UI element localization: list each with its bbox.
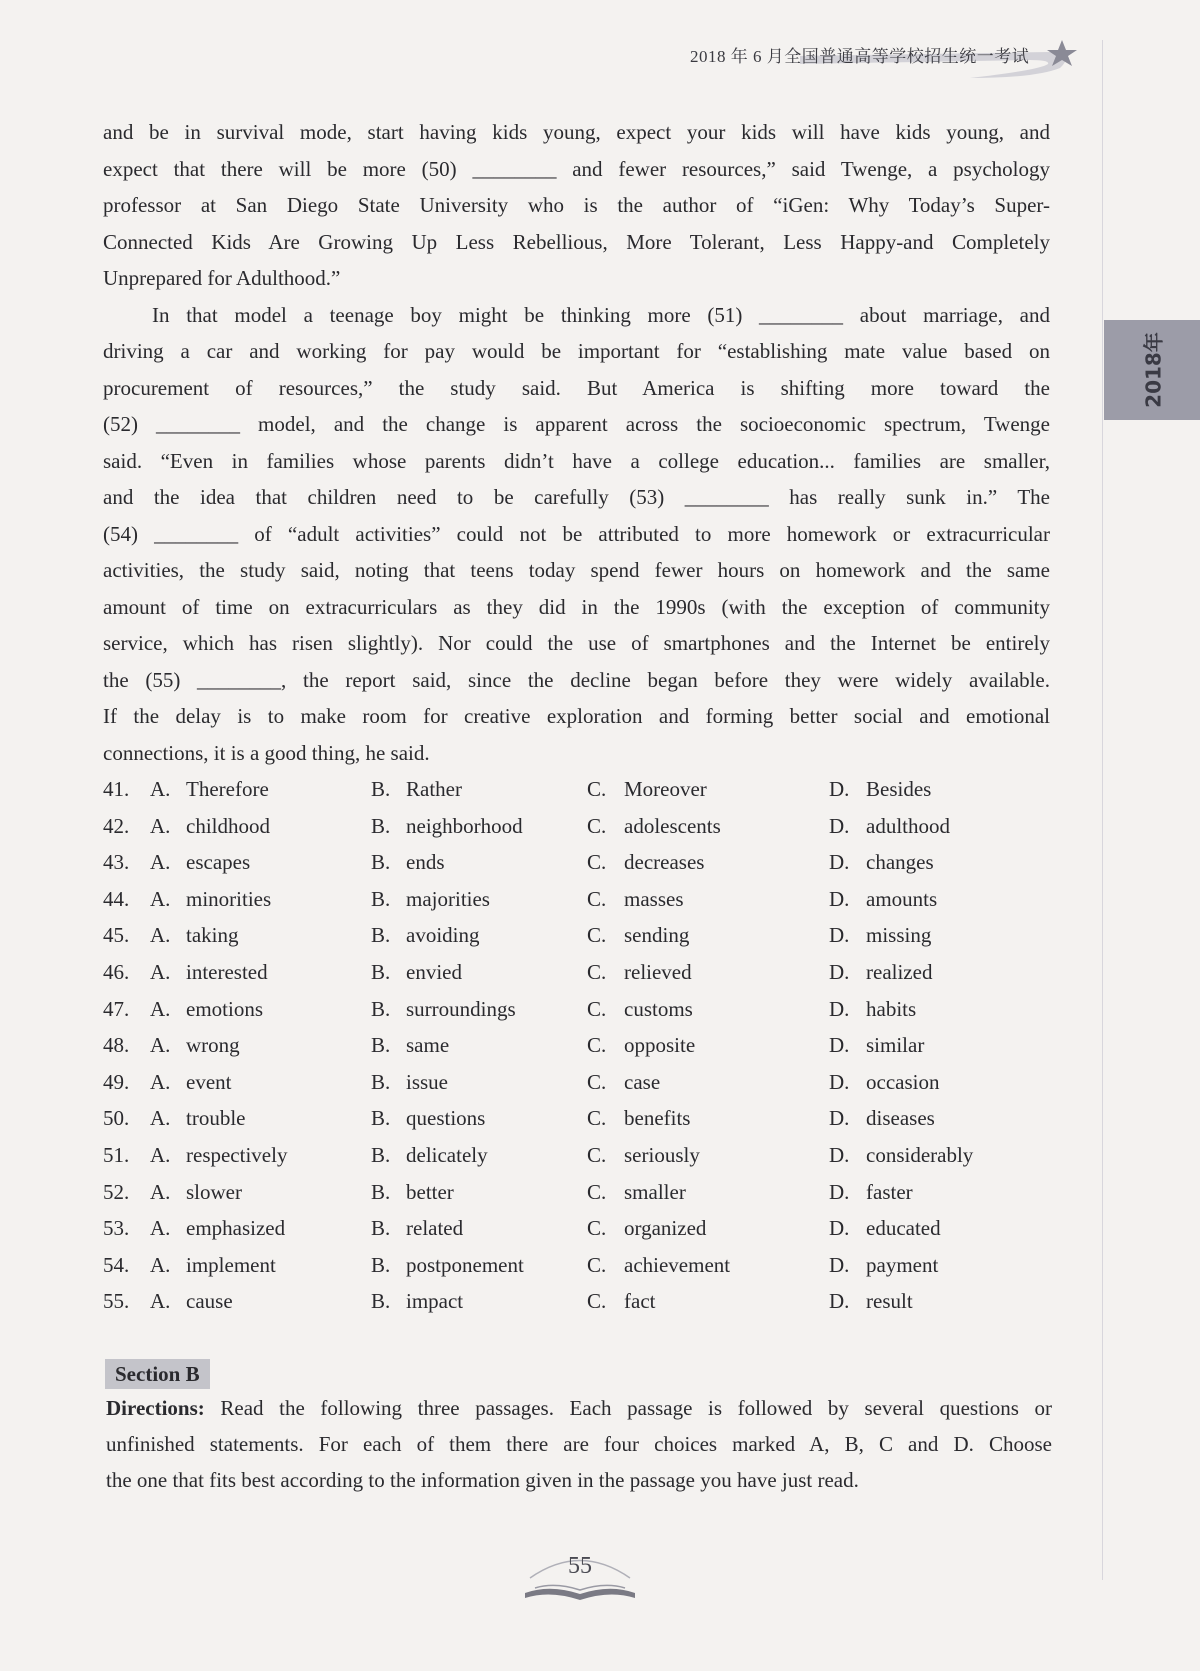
question-number: 43. <box>103 850 130 875</box>
option-d: faster <box>866 1179 913 1204</box>
option-letter-a: A. <box>150 1252 171 1277</box>
option-letter-b: B. <box>371 1143 391 1167</box>
section-b-heading: Section B <box>105 1359 210 1389</box>
option-letter-b: B. <box>371 777 391 801</box>
passage-line: expect that there will be more (50) ________ and fewer resources,” said Twenge, a psychology <box>103 156 1050 181</box>
option-letter-c: C. <box>587 996 607 1021</box>
option-letter-b: B. <box>371 1252 391 1277</box>
option-letter-a: A. <box>150 777 171 801</box>
option-letter-b: B. <box>371 1289 391 1314</box>
option-a: emotions <box>186 996 263 1021</box>
year-side-tab <box>1104 320 1200 420</box>
question-number: 50. <box>103 1106 130 1131</box>
option-letter-c: C. <box>587 1143 607 1167</box>
option-letter-d: D. <box>829 886 850 911</box>
passage-line: activities, the study said, noting that teens today spend fewer hours on homework and the same <box>103 558 1050 582</box>
passage-line: (54) ________ of “adult activities” could not be attributed to more homework or extracurricular <box>103 521 1050 546</box>
option-b: same <box>406 1033 450 1058</box>
option-letter-d: D. <box>829 1069 850 1094</box>
option-c: fact <box>624 1289 656 1314</box>
option-letter-a: A. <box>150 1069 171 1094</box>
option-a: wrong <box>186 1033 240 1058</box>
option-c: opposite <box>624 1033 696 1058</box>
option-letter-a: A. <box>150 960 171 984</box>
option-c: benefits <box>624 1106 691 1131</box>
question-number: 44. <box>103 886 130 911</box>
option-c: masses <box>624 886 684 911</box>
margin-rule <box>1102 40 1103 1580</box>
option-letter-a: A. <box>150 813 171 838</box>
question-number: 51. <box>103 1143 130 1167</box>
passage-line: Connected Kids Are Growing Up Less Rebellious, More Tolerant, Less Happy-and Completely <box>103 229 1050 254</box>
option-b: ends <box>406 850 445 875</box>
option-letter-b: B. <box>371 923 391 948</box>
option-letter-d: D. <box>829 1252 850 1277</box>
passage-line: amount of time on extracurriculars as they did in the 1990s (with the exception of community <box>103 594 1050 619</box>
running-header: 2018 年 6 月全国普通高等学校招生统一考试 <box>690 47 1030 66</box>
question-number: 47. <box>103 996 130 1021</box>
option-d: realized <box>866 960 933 984</box>
option-letter-c: C. <box>587 1289 607 1314</box>
question-number: 41. <box>103 777 130 801</box>
option-d: habits <box>866 996 917 1021</box>
option-a: childhood <box>186 813 270 838</box>
option-b: surroundings <box>406 996 516 1021</box>
passage-line: the (55) ________, the report said, since the decline began before they were widely available. <box>103 667 1050 692</box>
question-number: 53. <box>103 1216 130 1241</box>
option-letter-a: A. <box>150 1143 171 1167</box>
option-letter-d: D. <box>829 960 850 984</box>
option-a: Therefore <box>186 777 269 801</box>
option-d: adulthood <box>866 813 950 838</box>
passage-line: said. “Even in families whose parents didn’t have a college education... families are smaller, <box>103 448 1050 473</box>
option-c: organized <box>624 1216 707 1241</box>
option-b: postponement <box>406 1252 524 1277</box>
directions-text: Read the following three passages. Each passage is followed by several questions or <box>220 1396 1053 1420</box>
option-letter-d: D. <box>829 1143 850 1167</box>
option-letter-d: D. <box>829 1033 850 1058</box>
option-letter-a: A. <box>150 1289 171 1314</box>
passage-line: driving a car and working for pay would be important for “establishing mate value based on <box>103 339 1050 363</box>
option-letter-b: B. <box>371 886 391 911</box>
option-letter-c: C. <box>587 923 607 948</box>
option-b: issue <box>406 1069 448 1094</box>
option-letter-b: B. <box>371 1216 391 1241</box>
passage-line: connections, it is a good thing, he said. <box>103 740 430 765</box>
option-a: taking <box>186 923 239 948</box>
option-letter-a: A. <box>150 1179 171 1204</box>
option-letter-d: D. <box>829 1216 850 1241</box>
option-a: cause <box>186 1289 233 1314</box>
option-letter-d: D. <box>829 996 850 1021</box>
directions-line: the one that fits best according to the information given in the passage you have just read. <box>106 1468 859 1492</box>
passage-line: and be in survival mode, start having kids young, expect your kids will have kids young, and <box>103 120 1050 144</box>
question-number: 48. <box>103 1033 130 1058</box>
option-b: impact <box>406 1289 464 1314</box>
option-letter-c: C. <box>587 1216 607 1241</box>
option-d: missing <box>866 923 932 948</box>
option-letter-b: B. <box>371 813 391 838</box>
option-d: changes <box>866 850 934 875</box>
option-letter-a: A. <box>150 1106 171 1131</box>
option-letter-d: D. <box>829 850 850 875</box>
option-a: implement <box>186 1252 276 1277</box>
option-a: event <box>186 1069 232 1094</box>
option-c: adolescents <box>624 813 721 838</box>
option-d: similar <box>866 1033 925 1058</box>
option-letter-c: C. <box>587 1252 607 1277</box>
option-letter-d: D. <box>829 813 850 838</box>
option-d: payment <box>866 1252 939 1277</box>
option-a: emphasized <box>186 1216 286 1241</box>
option-letter-a: A. <box>150 923 171 948</box>
option-letter-c: C. <box>587 850 607 875</box>
option-letter-a: A. <box>150 850 171 875</box>
option-b: Rather <box>406 777 462 801</box>
option-letter-b: B. <box>371 1033 391 1058</box>
option-d: occasion <box>866 1069 940 1094</box>
option-d: diseases <box>866 1106 935 1131</box>
option-a: interested <box>186 960 268 984</box>
option-b: questions <box>406 1106 486 1131</box>
question-number: 42. <box>103 813 130 838</box>
option-c: Moreover <box>624 777 707 801</box>
option-c: customs <box>624 996 693 1021</box>
option-letter-b: B. <box>371 1069 391 1094</box>
option-c: achievement <box>624 1252 731 1277</box>
option-c: sending <box>624 923 690 948</box>
option-c: smaller <box>624 1179 686 1204</box>
passage-line: and the idea that children need to be carefully (53) ________ has really sunk in.” The <box>103 485 1050 509</box>
option-letter-c: C. <box>587 1069 607 1094</box>
option-letter-b: B. <box>371 960 391 984</box>
option-letter-d: D. <box>829 777 850 801</box>
option-c: relieved <box>624 960 692 984</box>
directions-label: Directions: <box>106 1396 205 1420</box>
question-number: 45. <box>103 923 130 948</box>
question-number: 46. <box>103 960 130 984</box>
option-d: Besides <box>866 777 932 801</box>
option-letter-a: A. <box>150 996 171 1021</box>
side-tab-label: 2018年 <box>1141 332 1166 408</box>
option-letter-b: B. <box>371 996 391 1021</box>
option-letter-a: A. <box>150 886 171 911</box>
option-letter-c: C. <box>587 960 607 984</box>
option-b: majorities <box>406 886 490 911</box>
option-letter-d: D. <box>829 1179 850 1204</box>
passage-line: service, which has risen slightly). Nor could the use of smartphones and the Internet be entirely <box>103 631 1050 655</box>
option-letter-c: C. <box>587 1033 607 1058</box>
passage-line: professor at San Diego State University who is the author of “iGen: Why Today’s Super- <box>103 193 1050 217</box>
option-letter-a: A. <box>150 1033 171 1058</box>
option-d: result <box>866 1289 913 1314</box>
option-c: case <box>624 1069 661 1094</box>
option-a: slower <box>186 1179 242 1204</box>
option-a: minorities <box>186 886 272 911</box>
passage-line: procurement of resources,” the study said. But America is shifting more toward the <box>103 375 1050 400</box>
option-letter-c: C. <box>587 777 607 801</box>
option-letter-c: C. <box>587 886 607 911</box>
option-letter-c: C. <box>587 813 607 838</box>
question-number: 55. <box>103 1289 130 1314</box>
option-letter-b: B. <box>371 850 391 875</box>
directions-line: unfinished statements. For each of them there are four choices marked A, B, C and D. Choose <box>106 1432 1052 1456</box>
directions-line <box>106 1390 1052 1426</box>
question-number: 49. <box>103 1069 130 1094</box>
option-b: neighborhood <box>406 813 523 838</box>
option-letter-d: D. <box>829 923 850 948</box>
option-letter-c: C. <box>587 1179 607 1204</box>
option-letter-a: A. <box>150 1216 171 1241</box>
option-letter-d: D. <box>829 1289 850 1314</box>
option-b: related <box>406 1216 464 1241</box>
passage-line: If the delay is to make room for creative exploration and forming better social and emotional <box>103 704 1050 728</box>
option-b: envied <box>406 960 462 984</box>
option-d: considerably <box>866 1143 974 1167</box>
option-b: better <box>406 1179 454 1204</box>
option-b: avoiding <box>406 923 480 948</box>
option-b: delicately <box>406 1143 488 1167</box>
option-a: escapes <box>186 850 251 875</box>
option-a: respectively <box>186 1143 288 1167</box>
passage-line: Unprepared for Adulthood.” <box>103 266 341 290</box>
option-d: educated <box>866 1216 941 1241</box>
passage-line: (52) ________ model, and the change is apparent across the socioeconomic spectrum, Twenge <box>103 412 1050 436</box>
page-number: 55 <box>568 1553 592 1579</box>
question-number: 52. <box>103 1179 130 1204</box>
option-letter-b: B. <box>371 1179 391 1204</box>
option-letter-b: B. <box>371 1106 391 1131</box>
option-a: trouble <box>186 1106 246 1131</box>
question-number: 54. <box>103 1252 130 1277</box>
option-letter-c: C. <box>587 1106 607 1131</box>
option-c: seriously <box>624 1143 700 1167</box>
option-d: amounts <box>866 886 938 911</box>
option-c: decreases <box>624 850 705 875</box>
option-letter-d: D. <box>829 1106 850 1131</box>
passage-line: In that model a teenage boy might be thinking more (51) ________ about marriage, and <box>152 302 1050 327</box>
